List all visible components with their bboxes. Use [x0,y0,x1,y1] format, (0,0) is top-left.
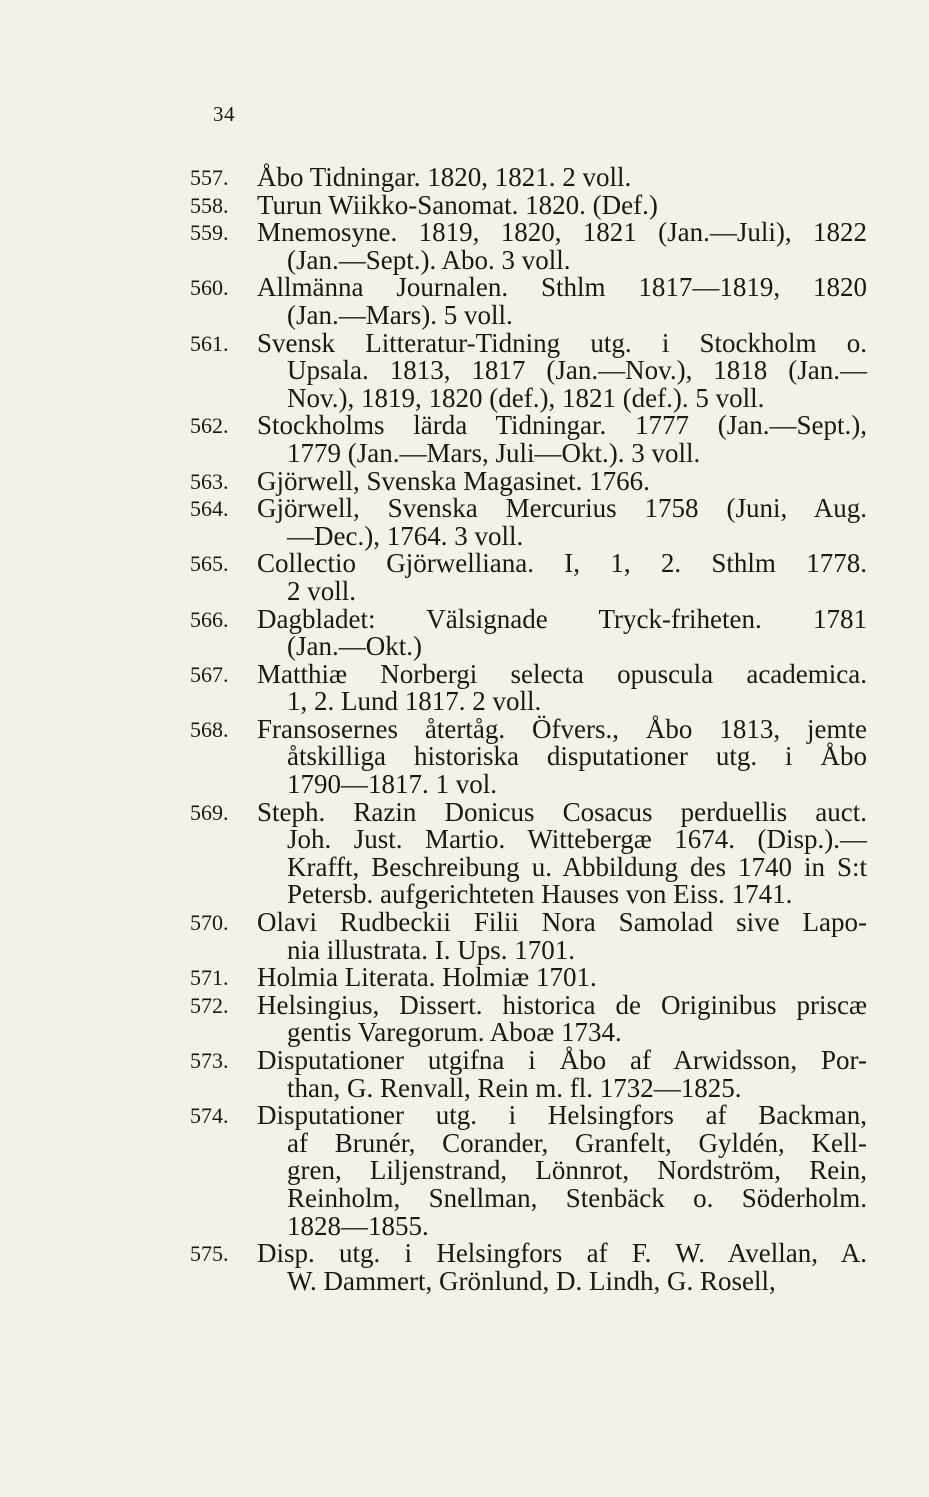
catalog-entry [0,1102,929,1240]
entry-number: 572. [190,992,229,1018]
entry-title-line: Åbo Tidningar. 1820, 1821. 2 voll. [257,162,632,192]
entry-continuation-line: Nov.), 1819, 1820 (def.), 1821 (def.). 5 voll. [287,382,765,413]
entry-number: 557. [190,165,229,190]
entry-continuation-line: 1790—1817. 1 vol. [287,769,498,800]
entry-title-line: Gjörwell, Svenska Mercurius 1758 (Juni, Aug. [257,493,867,524]
entry-number: 562. [190,413,229,439]
entry-title-line: Matthiæ Norbergi selecta opuscula academica. [257,658,867,689]
entry-number: 567. [190,661,229,687]
entry-title-line: Holmia Literata. Holmiæ 1701. [257,962,597,993]
catalog-entry [0,989,929,1048]
entry-continuation-line: gren, Liljenstrand, Lönnrot, Nordström, Rein, [287,1155,867,1186]
entry-continuation-line: (Jan.—Mars). 5 voll. [287,299,513,330]
entry-number: 565. [190,551,229,577]
catalog-entry [0,796,929,910]
entry-number: 566. [190,606,229,632]
catalog-entry [0,495,929,550]
catalog-entry [0,412,929,467]
entry-continuation-line: Reinholm, Snellman, Stenbäck o. Söderholm. [287,1182,867,1213]
entry-number: 571. [190,965,229,991]
entry-number: 564. [190,496,229,522]
catalog-entries [0,164,929,1295]
catalog-entry [0,603,929,662]
entry-title-line: Fransosernes återtåg. Öfvers., Åbo 1813, jemte [257,713,867,744]
entry-number: 561. [190,330,229,356]
catalog-entry [0,1047,929,1102]
entry-continuation-line: W. Dammert, Grönlund, D. Lindh, G. Rosell, [287,1265,776,1296]
entry-number: 560. [190,275,229,301]
catalog-entry [0,189,929,220]
entry-title-line: Disp. utg. i Helsingfors af F. W. Avellan, A. [257,1238,867,1269]
entry-continuation-line: Upsala. 1813, 1817 (Jan.—Nov.), 1818 (Jan.— [287,355,867,386]
entry-continuation-line: Krafft, Beschreibung u. Abbildung des 1740 in S:t [287,851,867,882]
entry-number: 574. [190,1103,229,1129]
catalog-entry [0,909,929,964]
entry-number: 569. [190,799,229,825]
entry-title-line: Mnemosyne. 1819, 1820, 1821 (Jan.—Juli), 1822 [257,217,867,248]
catalog-entry [0,1240,929,1295]
entry-title-line: Disputationer utg. i Helsingfors af Backman, [257,1100,867,1131]
entry-number: 563. [190,468,229,494]
entry-number: 575. [190,1241,229,1267]
catalog-entry [0,713,929,800]
entry-title-line: Helsingius, Dissert. historica de Originibus priscæ [257,989,867,1020]
entry-title-line: Svensk Litteratur-Tidning utg. i Stockholm o. [257,327,867,358]
catalog-entry [0,327,929,413]
entry-continuation-line: Petersb. aufgerichteten Hauses von Eiss. 1741. [287,879,793,910]
entry-title-line: Stockholms lärda Tidningar. 1777 (Jan.—Sept.), [257,410,867,441]
entry-number: 568. [190,716,229,742]
entry-continuation-line: gentis Varegorum. Aboæ 1734. [287,1017,622,1048]
catalog-entry [0,274,929,329]
catalog-entry [0,964,929,992]
entry-continuation-line: 1779 (Jan.—Mars, Juli—Okt.). 3 voll. [287,437,701,468]
entry-continuation-line: åtskilliga historiska disputationer utg. i Åbo [287,741,867,772]
page-number: 34 [213,102,235,126]
entry-title-line: Dagbladet: Välsignade Tryck-friheten. 1781 [257,603,867,634]
entry-title-line: Gjörwell, Svenska Magasinet. 1766. [257,465,650,496]
entry-title-line: Disputationer utgifna i Åbo af Arwidsson, Por- [257,1045,867,1075]
catalog-entry [0,219,929,274]
entry-number: 570. [190,910,229,936]
entry-title-line: Allmänna Journalen. Sthlm 1817—1819, 1820 [257,272,867,303]
entry-continuation-line: 2 voll. [287,575,357,606]
entry-continuation-line: (Jan.—Sept.). Abo. 3 voll. [287,244,571,275]
entry-continuation-line: Joh. Just. Martio. Wittebergæ 1674. (Disp.).— [287,824,867,855]
catalog-entry [0,465,929,496]
entry-number: 573. [190,1048,229,1073]
entry-title-line: Collectio Gjörwelliana. I, 1, 2. Sthlm 1778. [257,548,867,579]
entry-continuation-line: —Dec.), 1764. 3 voll. [287,520,524,551]
entry-continuation-line: than, G. Renvall, Rein m. fl. 1732—1825. [287,1072,742,1103]
entry-title-line: Turun Wiikko-Sanomat. 1820. (Def.) [257,189,658,220]
entry-title-line: Olavi Rudbeckii Filii Nora Samolad sive Lapo- [257,907,867,938]
entry-continuation-line: (Jan.—Okt.) [287,631,422,662]
entry-continuation-line: af Brunér, Corander, Granfelt, Gyldén, Kell- [287,1127,867,1158]
entry-title-line: Steph. Razin Donicus Cosacus perduellis auct. [257,796,867,827]
entry-continuation-line: 1828—1855. [287,1210,429,1241]
catalog-entry [0,164,929,192]
entry-number: 559. [190,220,229,246]
catalog-entry [0,658,929,717]
entry-continuation-line: nia illustrata. I. Ups. 1701. [287,934,575,965]
catalog-entry [0,550,929,605]
entry-continuation-line: 1, 2. Lund 1817. 2 voll. [287,686,542,717]
entry-number: 558. [190,192,229,218]
